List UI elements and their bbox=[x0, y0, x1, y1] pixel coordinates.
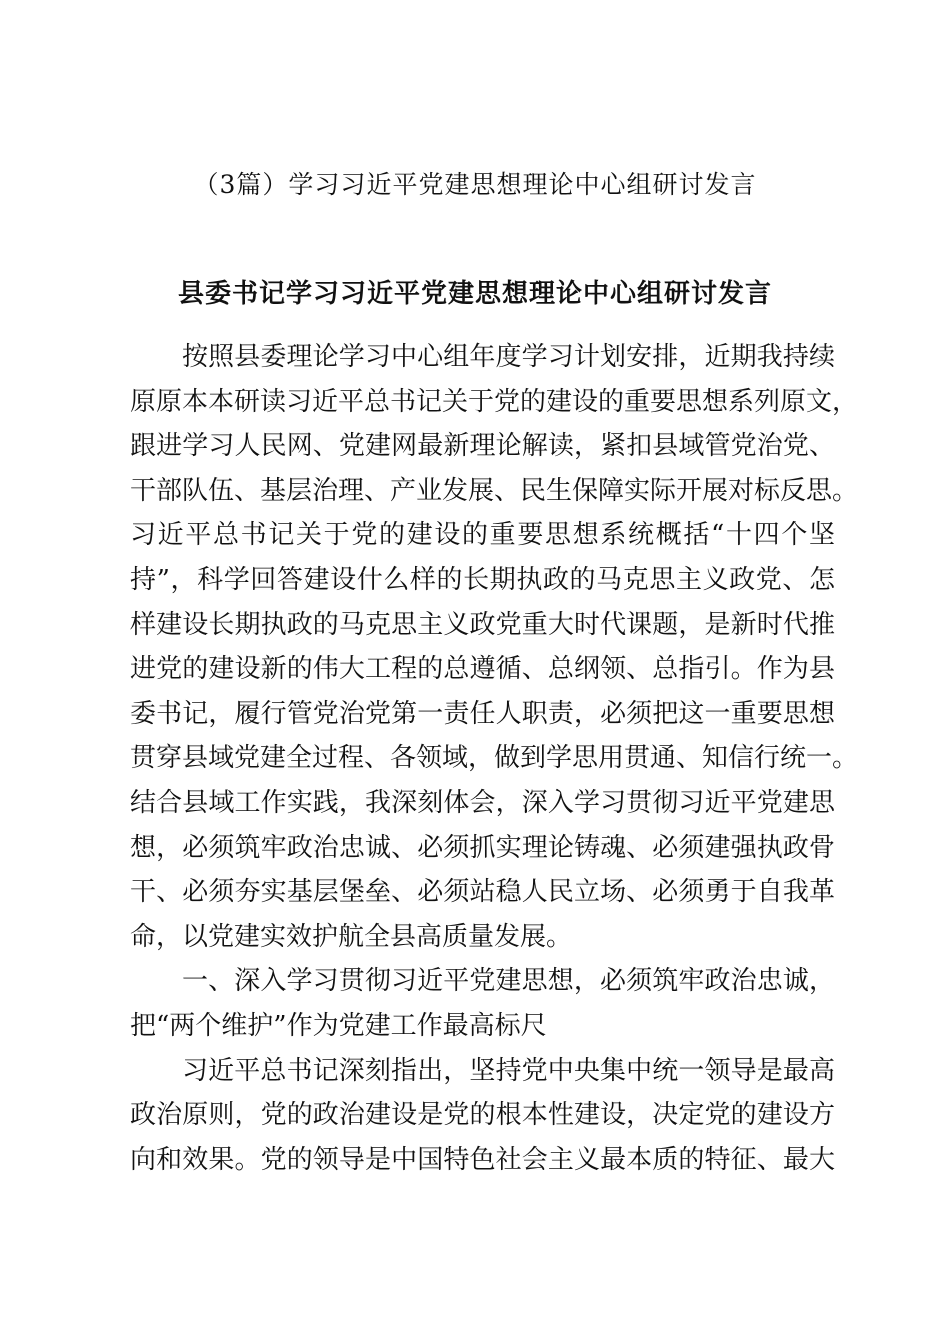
paragraph-line: 持”，科学回答建设什么样的长期执政的马克思主义政党、怎 bbox=[130, 564, 835, 595]
heading-line: 一、深入学习贯彻习近平党建思想，必须筑牢政治忠诚， bbox=[182, 966, 835, 997]
paragraph-line: 原原本本研读习近平总书记关于党的建设的重要思想系列原文， bbox=[130, 386, 859, 417]
paragraph-line: 样建设长期执政的马克思主义政党重大时代课题，是新时代推 bbox=[130, 609, 835, 640]
paragraph-line: 按照县委理论学习中心组年度学习计划安排，近期我持续 bbox=[182, 342, 835, 372]
paragraph-line: 向和效果。党的领导是中国特色社会主义最本质的特征、最大 bbox=[130, 1144, 835, 1175]
paragraph-line: 政治原则，党的政治建设是党的根本性建设，决定党的建设方 bbox=[130, 1100, 835, 1131]
paragraph-line: 贯穿县域党建全过程、各领域，做到学思用贯通、知信行统一。 bbox=[130, 743, 859, 774]
paragraph-line: 干部队伍、基层治理、产业发展、民生保障实际开展对标反思。 bbox=[130, 475, 859, 506]
paragraph-line: 干、必须夯实基层堡垒、必须站稳人民立场、必须勇于自我革 bbox=[130, 877, 835, 908]
section-title: 县委书记学习习近平党建思想理论中心组研讨发言 bbox=[177, 279, 772, 309]
paragraph-line: 想，必须筑牢政治忠诚、必须抓实理论铸魂、必须建强执政骨 bbox=[130, 832, 835, 863]
paragraph-line: 结合县域工作实践，我深刻体会，深入学习贯彻习近平党建思 bbox=[130, 787, 835, 818]
paragraph-line: 习近平总书记关于党的建设的重要思想系统概括“十四个坚 bbox=[130, 520, 835, 551]
paragraph-line: 命，以党建实效护航全县高质量发展。 bbox=[130, 921, 573, 952]
document-title: （3篇）学习习近平党建思想理论中心组研讨发言 bbox=[193, 170, 757, 199]
paragraph-line: 习近平总书记深刻指出，坚持党中央集中统一领导是最高 bbox=[182, 1055, 835, 1086]
document-body bbox=[130, 335, 859, 1182]
paragraph-line: 进党的建设新的伟大工程的总遵循、总纲领、总指引。作为县 bbox=[130, 654, 835, 685]
paragraph-line: 跟进学习人民网、党建网最新理论解读，紧扣县域管党治党、 bbox=[130, 431, 835, 462]
heading-line: 把“两个维护”作为党建工作最高标尺 bbox=[130, 1010, 547, 1041]
paragraph-line: 委书记，履行管党治党第一责任人职责，必须把这一重要思想 bbox=[130, 698, 835, 729]
